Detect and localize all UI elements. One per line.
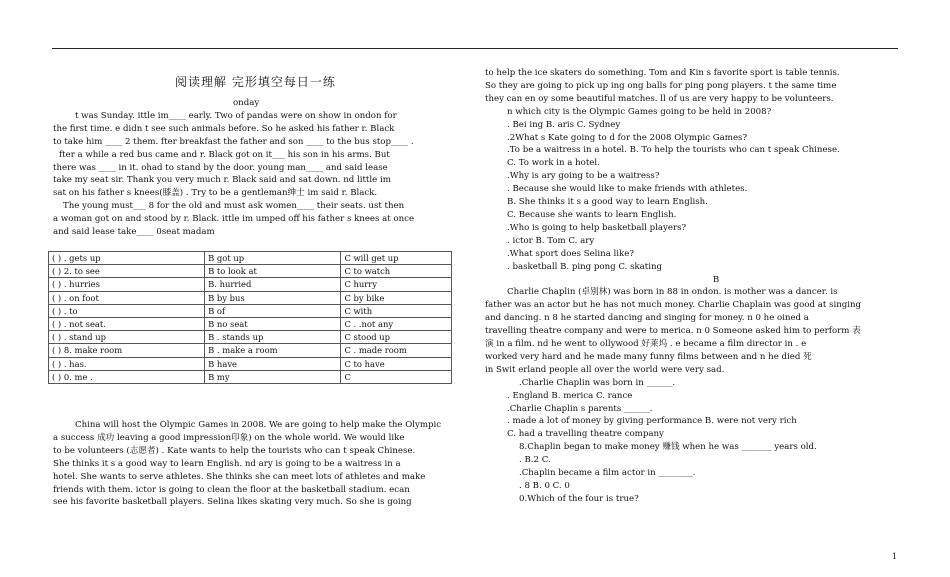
- passage-3-line: travelling theatre company and were to merica. n 0 Someone asked him to perform 表: [485, 326, 861, 337]
- passage-2-line: to help the ice skaters do something. Tom and Kin s favorite sport is table tennis.: [485, 68, 840, 78]
- table-cell: B of: [205, 304, 341, 317]
- question-line: .2What s Kate going to d for the 2008 Olympic Games?: [507, 132, 748, 143]
- question-option: . B.2 C.: [519, 455, 551, 466]
- passage-2-line: see his favorite basketball players. Selina likes skating very much. So she is going: [53, 497, 412, 508]
- table-cell: C to have: [341, 357, 452, 370]
- passage-3-line: 演 in a film. nd he went to ollywood 好莱坞 . e became a film director in . e: [485, 339, 807, 350]
- question-option: .To be a waitress in a hotel. B. To help the tourists who can t speak Chinese.: [507, 145, 840, 156]
- question-line: .Charlie Chaplin was born in ______.: [519, 377, 676, 388]
- passage-3-line: and dancing. n 8 he started dancing and singing for money. n 0 he oined a: [485, 313, 809, 324]
- question-line: n which city is the Olympic Games going to be held in 2008?: [507, 106, 772, 117]
- table-cell: B got up: [205, 252, 341, 265]
- table-cell: ( ) . to: [49, 304, 205, 317]
- table-cell: ( ) . not seat.: [49, 317, 205, 330]
- table-cell: B my: [205, 370, 341, 383]
- question-option: C. had a travelling theatre company: [507, 429, 664, 440]
- passage-1-line: take my seat sir. Thank you very much r. Black said and sat down. nd little im: [53, 175, 391, 186]
- question-line: .Charlie Chaplin s parents ______.: [507, 403, 653, 414]
- table-row: [49, 331, 452, 344]
- right-column: [485, 67, 947, 506]
- passage-1-line: The young must___ 8 for the old and must ask women____ their seats. ust then: [63, 201, 405, 212]
- header-rule: [52, 48, 898, 49]
- table-cell: C with: [341, 304, 452, 317]
- table-row: [49, 252, 452, 265]
- passage-1-line: there was ____ in it. ohad to stand by the door. young man____ and said lease: [53, 162, 388, 173]
- table-row: [49, 278, 452, 291]
- table-cell: C stood up: [341, 331, 452, 344]
- table-cell: ( ) . on foot: [49, 291, 205, 304]
- passage-2-line: friends with them. ictor is going to clean the floor at the basketball stadium. ecan: [53, 484, 410, 495]
- question-option: . England B. merica C. rance: [507, 390, 633, 401]
- table-cell: B . stands up: [205, 331, 341, 344]
- table-row: [49, 265, 452, 278]
- table-cell: ( ) 8. make room: [49, 344, 205, 357]
- question-option: . Bei ing B. aris C. Sydney: [507, 119, 621, 130]
- page-number: 1: [892, 552, 898, 561]
- passage-3-line: Charlie Chaplin (卓别林) was born in 88 in ondon. is mother was a dancer. is: [507, 287, 838, 298]
- question-option: . ictor B. Tom C. ary: [507, 235, 595, 246]
- passage-1-line: the first time. e didn t see such animals before. So he asked his father r. Black: [53, 123, 395, 134]
- table-row: [49, 317, 452, 330]
- passage-2-line: they can en oy some beautiful matches. ll of us are very happy to be volunteers.: [485, 93, 834, 104]
- question-line: .Why is ary going to be a waitress?: [507, 171, 660, 182]
- question-option: . 8 B. 0 C. 0: [519, 481, 570, 491]
- table-row: [49, 344, 452, 357]
- table-cell: C hurry: [341, 278, 452, 291]
- passage-2-line: a success 成功 leaving a good impression印象) on the whole world. We would like: [53, 432, 405, 443]
- passage-1-line: and said lease take____ 0seat madam: [53, 227, 215, 238]
- passage-2-line: to be volunteers (志愿者) . Kate wants to help the tourists who can t speak Chinese.: [53, 445, 416, 456]
- passage-2: [53, 419, 478, 509]
- question-line: 0.Which of the four is true?: [519, 493, 639, 504]
- passage-3-line: worked very hard and he made many funny films between and n he died 死: [485, 351, 812, 362]
- question-line: .What sport does Selina like?: [507, 248, 634, 259]
- table-cell: B . make a room: [205, 344, 341, 357]
- table-cell: C to watch: [341, 265, 452, 278]
- passage-3-line: father was an actor but he has not much money. Charlie Chaplain was good at singing: [485, 300, 862, 311]
- passage-2-line: So they are going to pick up ing ong balls for ping pong players. t the same time: [485, 80, 837, 91]
- table-row: [49, 291, 452, 304]
- question-option: . made a lot of money by giving performance B. were not very rich: [507, 416, 797, 427]
- passage-2-line: She thinks it s a good way to learn English. nd ary is going to be a waitress in a: [53, 458, 401, 469]
- passage-1: [53, 97, 478, 239]
- passage-1-line: sat on his father s knees(膝盖) . Try to be a gentleman绅士 im said r. Black.: [53, 188, 378, 199]
- table-cell: ( ) 2. to see: [49, 265, 205, 278]
- table-row: [49, 370, 452, 383]
- passage-1-line: fter a while a red bus came and r. Black got on it___ his son in his arms. But: [59, 149, 390, 160]
- table-cell: B have: [205, 357, 341, 370]
- passage-1-line: to take him ____ 2 them. fter breakfast the father and son ____ to the bus stop____ .: [53, 136, 414, 147]
- passage-1-line: a woman got on and stood by r. Black. ittle im umped off his father s knees at once: [53, 214, 415, 225]
- question-option: . basketball B. ping pong C. skating: [507, 261, 663, 272]
- passage-1-line: t was Sunday. ittle im____ early. Two of pandas were on show in ondon for: [75, 110, 397, 121]
- section-letter: B: [712, 274, 720, 285]
- table-cell: C . made room: [341, 344, 452, 357]
- table-row: [49, 357, 452, 370]
- page-title: 阅读理解 完形填空每日一练: [175, 75, 336, 89]
- passage-2-line: hotel. She wants to serve athletes. She thinks she can meet lots of athletes and make: [53, 471, 426, 482]
- question-option: C. Because she wants to learn English.: [507, 209, 677, 220]
- table-cell: B to look at: [205, 265, 341, 278]
- table-cell: ( ) 0. me .: [49, 370, 205, 383]
- table-cell: C: [341, 370, 452, 383]
- question-line: 8.Chaplin began to make money 赚钱 when he was _______ years old.: [519, 442, 817, 453]
- question-option: C. To work in a hotel.: [507, 158, 600, 169]
- passage-2-line: China will host the Olympic Games in 2008. We are going to help make the Olympic: [75, 420, 442, 430]
- question-option: . Because she would like to make friends with athletes.: [507, 184, 748, 195]
- question-line: .Chaplin became a film actor in ________.: [519, 468, 696, 479]
- table-cell: ( ) . has.: [49, 357, 205, 370]
- table-cell: B no seat: [205, 317, 341, 330]
- table-cell: C will get up: [341, 252, 452, 265]
- table-cell: B. hurried: [205, 278, 341, 291]
- passage-1-heading: onday: [233, 98, 260, 108]
- table-cell: ( ) . stand up: [49, 331, 205, 344]
- table-cell: C by bike: [341, 291, 452, 304]
- question-line: .Who is going to help basketball players?: [507, 222, 687, 233]
- table-cell: ( ) . gets up: [49, 252, 205, 265]
- question-option: B. She thinks it s a good way to learn English.: [507, 197, 708, 208]
- table-cell: B by bus: [205, 291, 341, 304]
- answer-options-table: [48, 251, 452, 384]
- table-row: [49, 304, 452, 317]
- table-cell: ( ) . hurries: [49, 278, 205, 291]
- table-cell: C . .not any: [341, 317, 452, 330]
- passage-3-line: in Swit erland people all over the world were very sad.: [485, 364, 725, 375]
